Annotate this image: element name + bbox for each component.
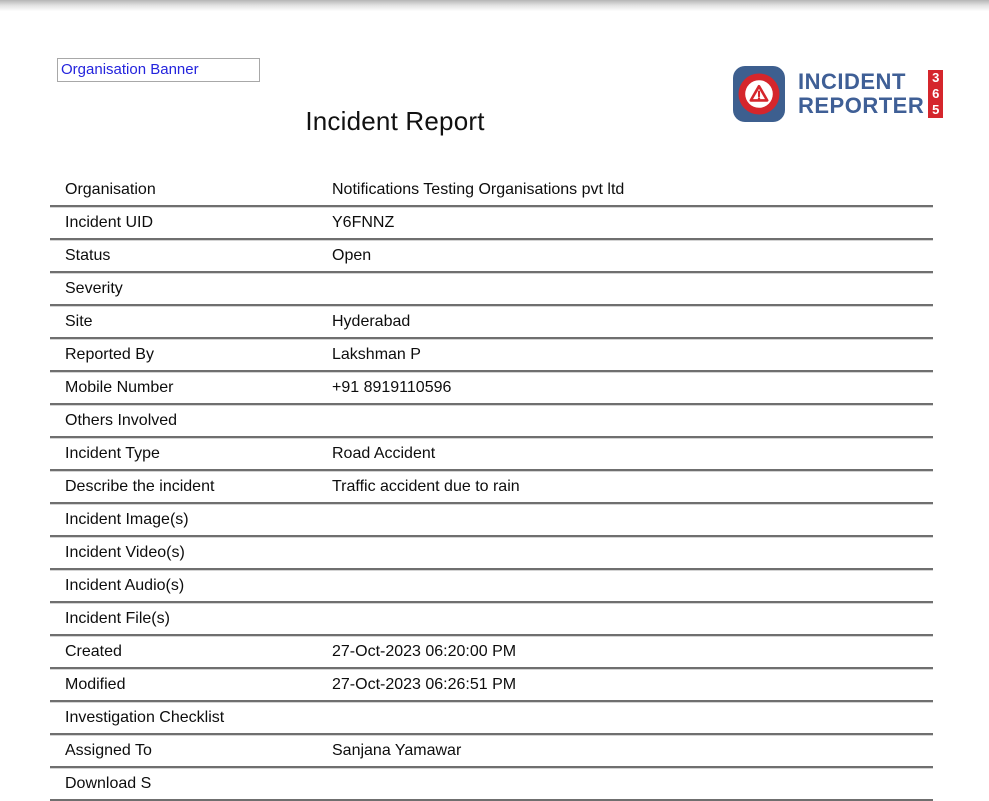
field-label: Incident Type	[65, 444, 160, 462]
field-value: 27-Oct-2023 06:20:00 PM	[332, 642, 517, 660]
table-row	[50, 768, 933, 801]
field-label: Reported By	[65, 345, 154, 363]
field-label: Incident Image(s)	[65, 510, 189, 528]
logo-word-reporter: REPORTER	[798, 93, 925, 118]
table-row	[50, 207, 933, 240]
field-label: Others Involved	[65, 411, 178, 429]
field-label: Investigation Checklist	[65, 708, 225, 726]
field-label: Severity	[65, 279, 123, 297]
field-value: 27-Oct-2023 06:26:51 PM	[332, 675, 517, 693]
field-label: Created	[65, 642, 122, 660]
field-label: Describe the incident	[65, 477, 215, 495]
table-row	[50, 306, 933, 339]
top-scroll-shadow	[0, 0, 989, 12]
field-label: Modified	[65, 675, 126, 693]
field-value: Notifications Testing Organisations pvt ltd	[332, 180, 625, 198]
table-row	[50, 174, 933, 207]
table-row	[50, 735, 933, 768]
table-row	[50, 372, 933, 405]
field-label: Incident File(s)	[65, 609, 170, 627]
field-label: Incident UID	[65, 213, 154, 231]
field-value: Y6FNNZ	[332, 213, 395, 231]
report-table	[50, 174, 933, 801]
table-row	[50, 405, 933, 438]
field-value: Traffic accident due to rain	[332, 477, 520, 495]
incident-reporter-logo	[733, 66, 943, 122]
table-row	[50, 504, 933, 537]
organisation-banner-alt-text: Organisation Banner	[61, 61, 199, 78]
logo-wordmark	[798, 70, 924, 118]
field-value: Sanjana Yamawar	[332, 741, 462, 759]
table-row	[50, 273, 933, 306]
warning-triangle-icon	[733, 66, 785, 122]
field-label: Incident Audio(s)	[65, 576, 185, 594]
organisation-banner-placeholder	[57, 58, 260, 82]
table-row	[50, 339, 933, 372]
field-value: Hyderabad	[332, 312, 411, 330]
logo-word-incident: INCIDENT	[798, 69, 906, 94]
field-label: Status	[65, 246, 111, 264]
field-label: Assigned To	[65, 741, 152, 759]
table-row	[50, 702, 933, 735]
table-row	[50, 471, 933, 504]
field-label: Organisation	[65, 180, 156, 198]
logo-365-badge: 3 6 5	[928, 70, 943, 118]
field-value: +91 8919110596	[332, 378, 452, 396]
page-title: Incident Report	[305, 106, 485, 136]
field-label: Mobile Number	[65, 378, 174, 396]
field-label: Download S	[65, 774, 152, 792]
table-row	[50, 570, 933, 603]
field-value: Road Accident	[332, 444, 436, 462]
field-value: Open	[332, 246, 372, 264]
field-value: Lakshman P	[332, 345, 421, 363]
table-row	[50, 636, 933, 669]
table-row	[50, 537, 933, 570]
table-row	[50, 603, 933, 636]
table-row	[50, 240, 933, 273]
table-row	[50, 669, 933, 702]
field-label: Site	[65, 312, 93, 330]
field-label: Incident Video(s)	[65, 543, 185, 561]
table-row	[50, 438, 933, 471]
